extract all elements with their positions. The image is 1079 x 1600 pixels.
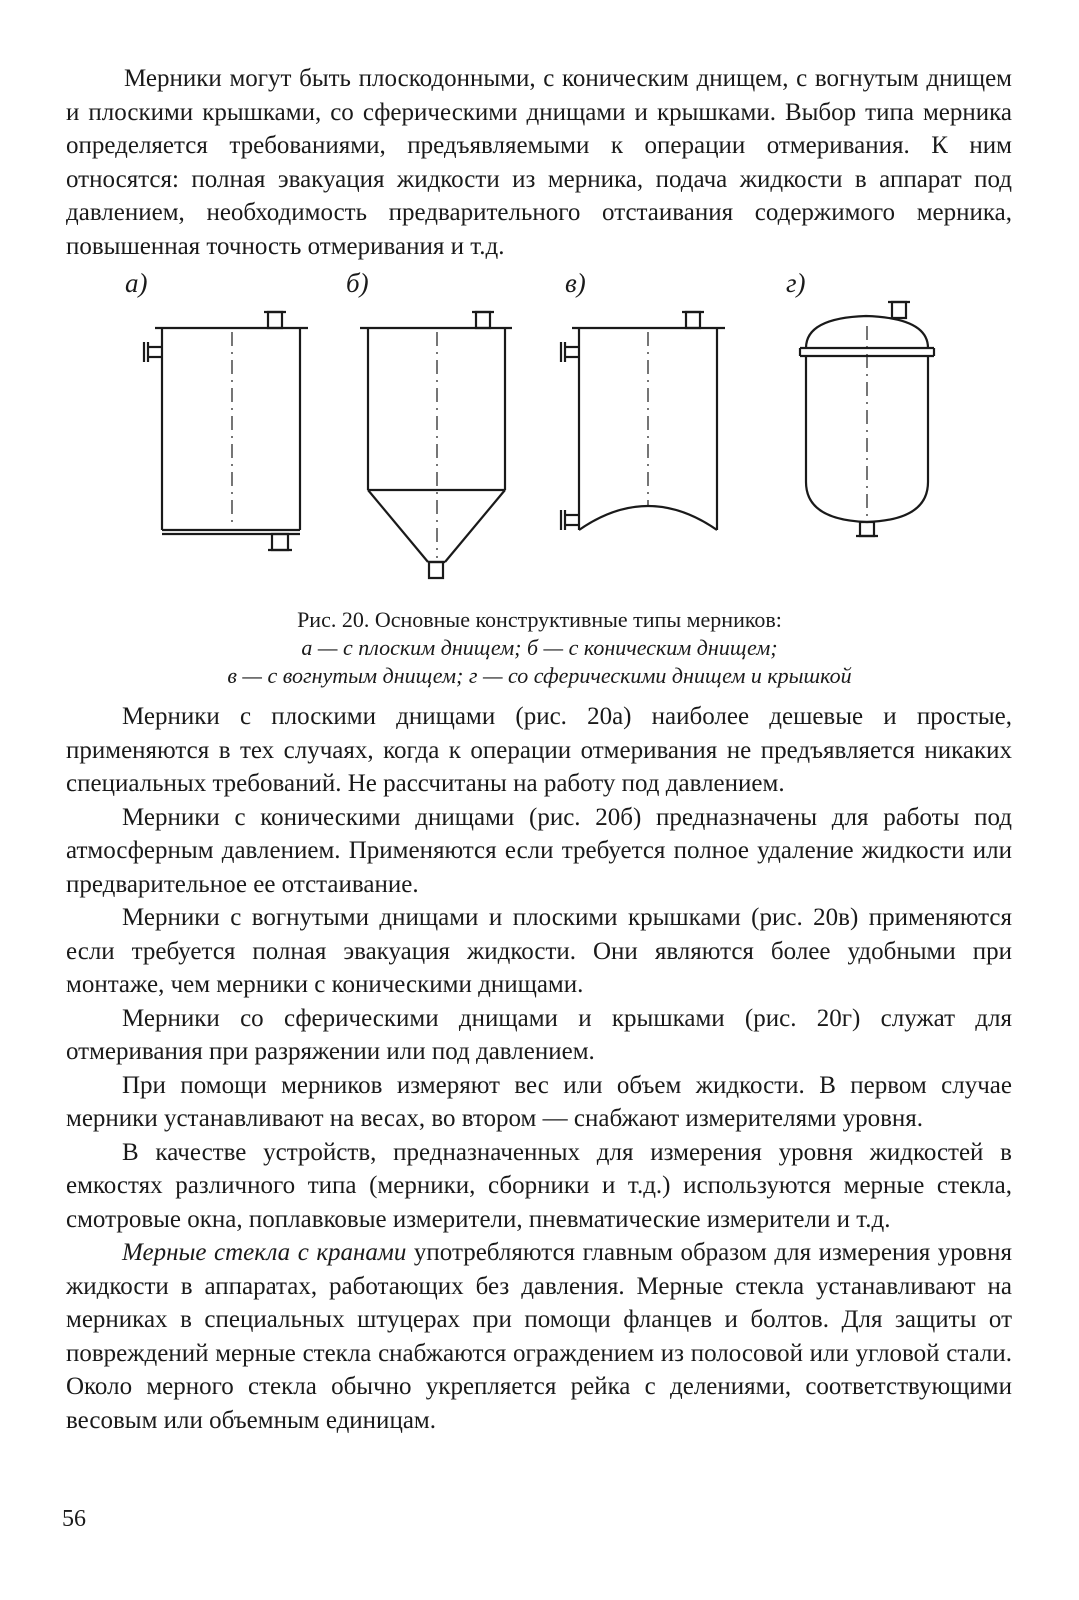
caption-line-3: в — с вогнутым днищем; г — со сферическими днищем и крышкой (227, 663, 852, 688)
vessel-flat-bottom (144, 312, 308, 550)
paragraph: Мерники со сферическими днищами и крышками (рис. 20г) служат для отмеривания при разряжении или под давлением. (66, 1004, 1012, 1065)
page-number: 56 (62, 1506, 86, 1532)
body-text (66, 700, 1012, 1437)
figure-label-g: г) (786, 268, 806, 298)
caption-line-2: а — с плоским днищем; б — с коническим днищем; (301, 635, 778, 660)
paragraph: Мерники с вогнутыми днищами и плоскими крышками (рис. 20в) применяются если требуется полная эвакуация жидкости. Они являются более удобными при монтаже, чем мерники с коническими днищами. (66, 904, 1012, 998)
paragraph: При помощи мерников измеряют вес или объем жидкости. В первом случае мерники устанавливают на весах, во втором — снабжают измерителями уровня. (66, 1071, 1012, 1132)
caption-title: Рис. 20. Основные конструктивные типы мерников: (297, 607, 782, 632)
paragraph: Мерники с плоскими днищами (рис. 20а) наиболее дешевые и простые, применяются в тех случаях, когда к операции отмеривания не предъявляется никаких специальных требований. Не рассчитаны на работу под давлением. (66, 703, 1012, 797)
intro-paragraph: Мерники могут быть плоскодонными, с коническим днищем, с вогнутым днищем и плоскими крышками, со сферическими днищами и крышками. Выбор типа мерника определяется требованиями, предъявляемыми к операции отмеривания. К ним относятся: полная эвакуация жидкости из мерника, подача жидкости в аппарат под давлением, необходимость предварительного отстаивания содержимого мерника, повышенная точность отмеривания и т.д. (66, 65, 1012, 260)
figure-label-b: б) (346, 268, 369, 298)
vessel-diagrams (0, 262, 1079, 602)
vessel-concave-bottom (561, 312, 725, 530)
vessel-conical-bottom (360, 312, 512, 578)
paragraph-gauge-glass (66, 1236, 1012, 1437)
paragraph: В качестве устройств, предназначенных для измерения уровня жидкостей в емкостях различного типа (мерники, сборники и т.д.) используются мерные стекла, смотровые окна, поплавковые измерители, пневматические измерители и т.д. (66, 1138, 1012, 1233)
figure-label-v: в) (565, 268, 586, 298)
figure-caption (0, 606, 1079, 690)
vessel-spherical-heads (800, 302, 934, 536)
intro-text (66, 62, 1012, 263)
figure-label-a: а) (125, 268, 148, 298)
italic-term: Мерные стекла с кранами (122, 1239, 407, 1266)
figure-20 (0, 262, 1079, 602)
paragraph: Мерники с коническими днищами (рис. 20б) предназначены для работы под атмосферным давлением. Применяются если требуется полное удаление жидкости или предварительное ее отстаивание. (66, 803, 1012, 898)
paragraph-rest: употребляются главным образом для измерения уровня жидкости в аппаратах, работающих без давления. Мерные стекла устанавливают на мерниках в специальных штуцерах при помощи фланцев и болтов. Для защиты от повреждений мерные стекла снабжаются ограждением из полосовой или угловой стали. Около мерного стекла обычно укрепляется рейка с делениями, соответствующими весовым или объемным единицам. (66, 1239, 1012, 1434)
